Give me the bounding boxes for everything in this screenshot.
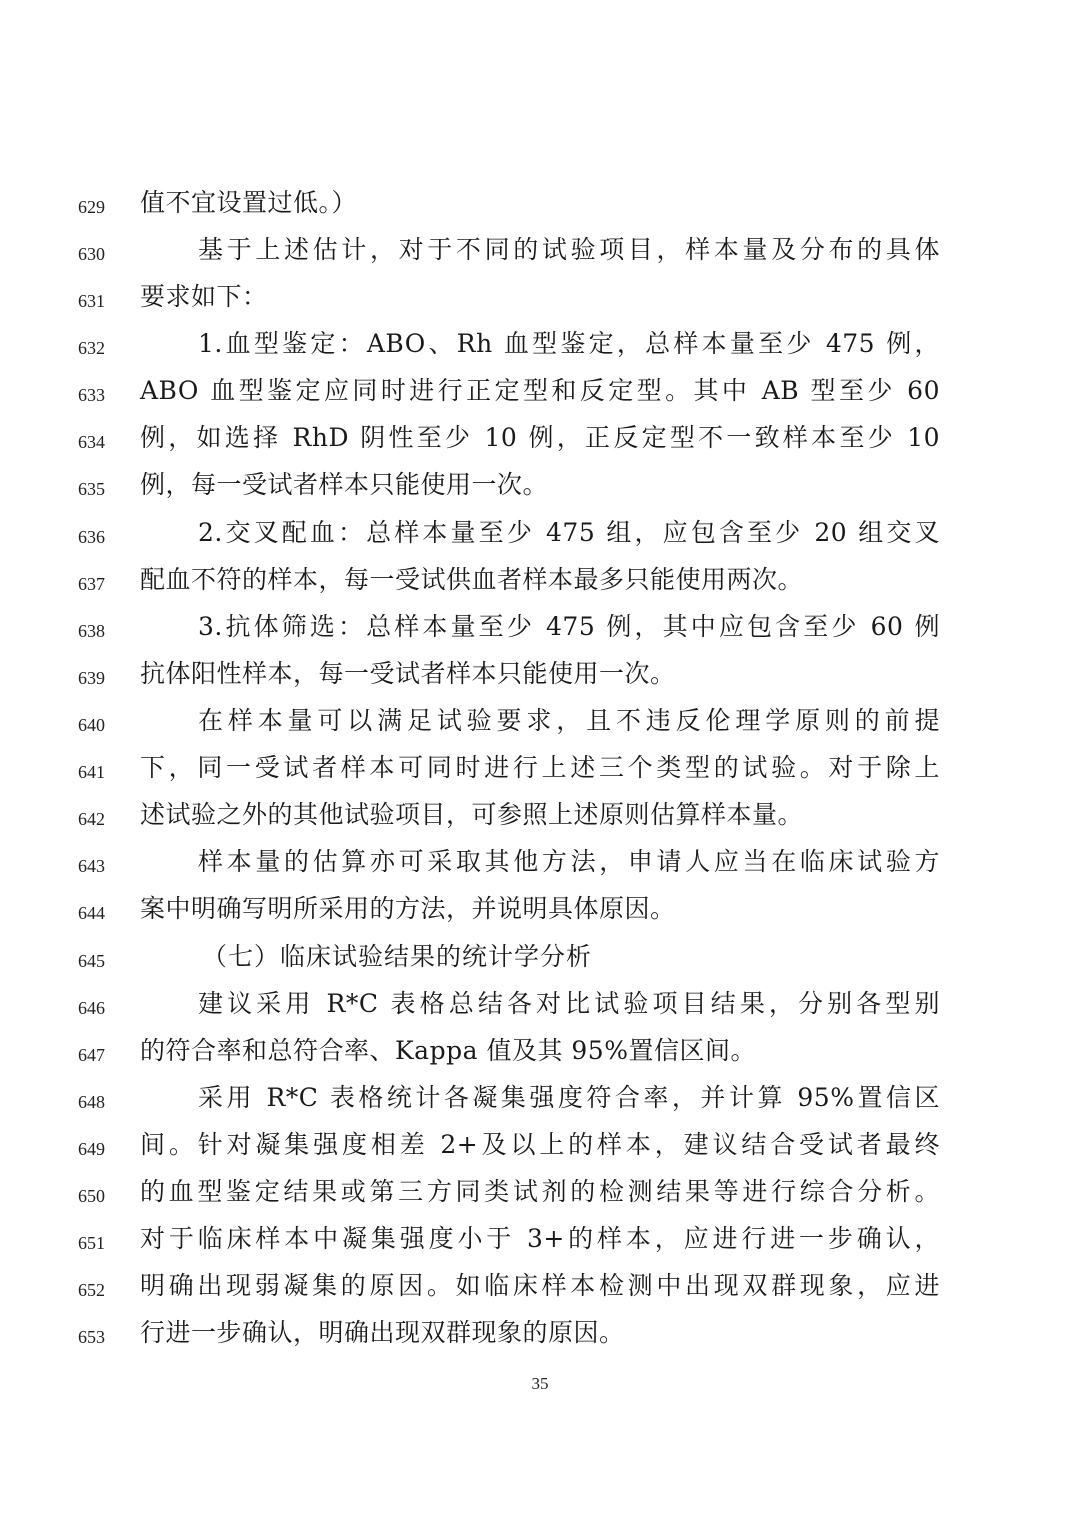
line-text: 对于临床样本中凝集强度小于 3+的样本，应进行进一步确认， (140, 1224, 940, 1253)
text-line (0, 183, 1080, 230)
line-text: 例，每一受试者样本只能使用一次。 (140, 470, 549, 499)
text-line (0, 324, 1080, 371)
text-line (0, 371, 1080, 418)
line-number: 629 (78, 197, 105, 217)
line-number: 636 (78, 527, 105, 547)
text-line (0, 560, 1080, 607)
line-number: 633 (78, 385, 105, 405)
line-number: 651 (78, 1233, 105, 1253)
text-line (0, 842, 1080, 889)
line-text: 建议采用 R*C 表格总结各对比试验项目结果，分别各型别 (198, 989, 940, 1018)
text-line (0, 795, 1080, 842)
line-number: 630 (78, 244, 105, 264)
line-text: 的血型鉴定结果或第三方同类试剂的检测结果等进行综合分析。 (140, 1177, 940, 1206)
line-number: 652 (78, 1280, 105, 1300)
line-text: 3.抗体筛选：总样本量至少 475 例，其中应包含至少 60 例 (198, 612, 940, 641)
line-number: 650 (78, 1186, 105, 1206)
line-text: 要求如下： (140, 282, 268, 311)
line-text: 配血不符的样本，每一受试供血者样本最多只能使用两次。 (140, 565, 804, 594)
text-line (0, 277, 1080, 324)
line-text: 值不宜设置过低。） (140, 188, 358, 217)
line-text: 在样本量可以满足试验要求，且不违反伦理学原则的前提 (198, 706, 940, 735)
line-text: 案中明确写明所采用的方法，并说明具体原因。 (140, 894, 676, 923)
line-number: 643 (78, 856, 105, 876)
text-line (0, 984, 1080, 1031)
line-number: 638 (78, 621, 105, 641)
text-line (0, 889, 1080, 936)
line-text: 例，如选择 RhD 阴性至少 10 例，正反定型不一致样本至少 10 (140, 423, 940, 452)
text-line (0, 1313, 1080, 1360)
line-number: 645 (78, 951, 105, 971)
line-number: 653 (78, 1327, 105, 1347)
line-text: 行进一步确认，明确出现双群现象的原因。 (140, 1318, 625, 1347)
text-line (0, 1031, 1080, 1078)
line-text: 明确出现弱凝集的原因。如临床样本检测中出现双群现象，应进 (140, 1271, 940, 1300)
line-number: 637 (78, 574, 105, 594)
text-line (0, 418, 1080, 465)
line-number: 644 (78, 903, 105, 923)
text-line (0, 513, 1080, 560)
line-number: 639 (78, 668, 105, 688)
line-text: 的符合率和总符合率、Kappa 值及其 95%置信区间。 (140, 1036, 756, 1065)
line-text: 述试验之外的其他试验项目，可参照上述原则估算样本量。 (140, 800, 804, 829)
line-text: 样本量的估算亦可采取其他方法，申请人应当在临床试验方 (198, 847, 940, 876)
text-line (0, 1125, 1080, 1172)
line-number: 642 (78, 809, 105, 829)
page-number: 35 (531, 1374, 549, 1393)
heading-text: （七）临床试验结果的统计学分析 (202, 942, 593, 971)
line-text: 抗体阳性样本，每一受试者样本只能使用一次。 (140, 659, 676, 688)
text-line (0, 1219, 1080, 1266)
line-text: 1.血型鉴定：ABO、Rh 血型鉴定，总样本量至少 475 例， (198, 329, 940, 358)
line-number: 635 (78, 479, 105, 499)
text-line (0, 1266, 1080, 1313)
line-text: ABO 血型鉴定应同时进行正定型和反定型。其中 AB 型至少 60 (140, 376, 940, 405)
text-line (0, 230, 1080, 277)
text-line (0, 1172, 1080, 1219)
line-text: 基于上述估计，对于不同的试验项目，样本量及分布的具体 (198, 235, 940, 264)
line-text: 下，同一受试者样本可同时进行上述三个类型的试验。对于除上 (140, 753, 940, 782)
line-number: 649 (78, 1139, 105, 1159)
line-text: 间。针对凝集强度相差 2+及以上的样本，建议结合受试者最终 (140, 1130, 940, 1159)
line-text: 采用 R*C 表格统计各凝集强度符合率，并计算 95%置信区 (198, 1083, 940, 1112)
line-number: 648 (78, 1092, 105, 1112)
line-number: 640 (78, 715, 105, 735)
text-line (0, 748, 1080, 795)
line-text: 2.交叉配血：总样本量至少 475 组，应包含至少 20 组交叉 (198, 518, 940, 547)
line-number: 632 (78, 338, 105, 358)
text-line (0, 1078, 1080, 1125)
line-number: 634 (78, 432, 105, 452)
line-number: 646 (78, 998, 105, 1018)
text-line (0, 701, 1080, 748)
line-number: 647 (78, 1045, 105, 1065)
text-line (0, 654, 1080, 701)
line-number: 631 (78, 291, 105, 311)
section-heading (0, 937, 1080, 984)
text-line (0, 465, 1080, 512)
text-line (0, 607, 1080, 654)
line-number: 641 (78, 762, 105, 782)
